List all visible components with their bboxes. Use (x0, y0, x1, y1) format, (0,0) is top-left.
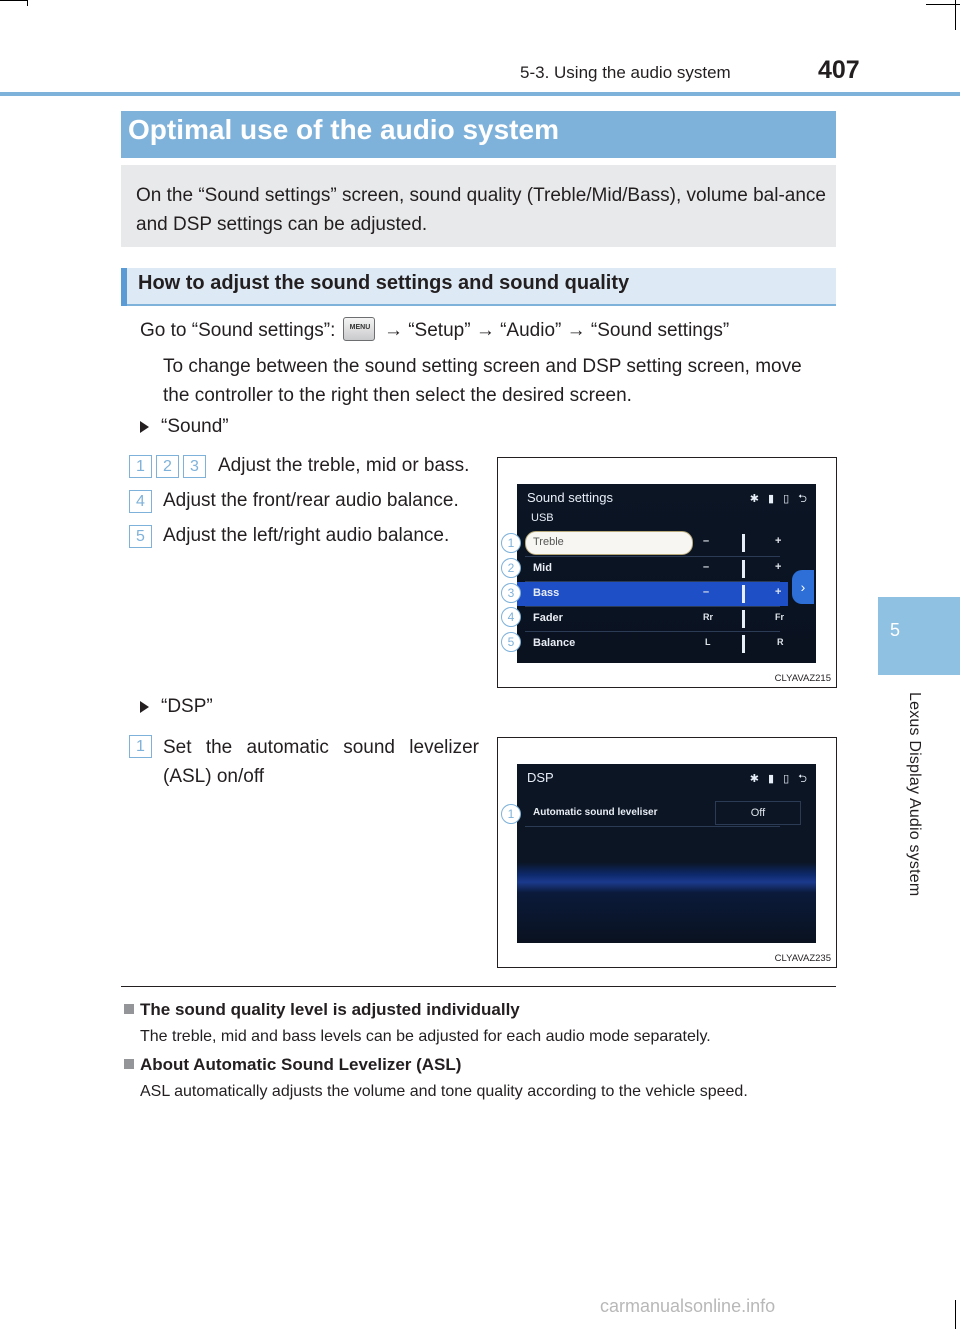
plus-control[interactable]: + (775, 586, 782, 598)
bass-row[interactable] (517, 582, 788, 606)
chapter-number: 5 (890, 620, 901, 640)
plus-control[interactable]: + (775, 535, 782, 547)
fader-row[interactable] (525, 607, 784, 631)
screen-title: Sound settings (527, 490, 614, 505)
status-icons: ✱ ▮ ▯ ⮌ (749, 493, 810, 505)
asl-value-button[interactable]: Off (715, 801, 801, 825)
row-separator (525, 826, 780, 827)
sound-settings-screen (517, 484, 816, 663)
arrow-bullet-icon (140, 701, 149, 713)
note-title-text: The sound quality level is adjusted individually (140, 1000, 520, 1019)
screen-title: DSP (527, 770, 554, 785)
level-indicator (742, 635, 745, 653)
level-indicator (742, 610, 745, 628)
callout-number: 5 (501, 632, 521, 652)
left-label: L (705, 637, 711, 647)
dsp-screen (517, 764, 816, 943)
minus-control[interactable]: – (703, 535, 710, 547)
callout-number: 1 (501, 533, 521, 553)
item-number: 3 (183, 455, 206, 478)
right-label: R (777, 637, 784, 647)
item-text: Adjust the front/rear audio balance. (163, 490, 459, 511)
crop-mark (955, 0, 956, 30)
callout-number: 2 (501, 558, 521, 578)
note-title (124, 1055, 461, 1075)
figure-caption: CLYAVAZ235 (774, 953, 831, 964)
header-section-title: 5-3. Using the audio system (520, 63, 731, 82)
item-number: 4 (129, 490, 152, 513)
row-label: Balance (533, 637, 576, 649)
intro-text: On the “Sound settings” screen, sound quality (Treble/Mid/Bass), volume bal-ance and DSP settings can be adjusted. (136, 185, 826, 235)
arrow-bullet-icon (140, 421, 149, 433)
row-label: Automatic sound leveliser (533, 807, 658, 818)
item-text: Set the automatic sound levelizer (ASL) on/off (163, 737, 479, 787)
page-number: 407 (818, 56, 860, 84)
menu-icon-label: MENU (349, 324, 371, 331)
item-text: Adjust the left/right audio balance. (163, 525, 450, 546)
row-label: Fader (533, 612, 563, 624)
crop-mark (955, 1300, 956, 1329)
sound-heading-text: “Sound” (161, 416, 229, 437)
mid-row[interactable] (525, 557, 780, 581)
rear-label: Rr (703, 612, 714, 622)
goto-prefix: Go to “Sound settings”: (140, 320, 336, 342)
asl-row[interactable] (525, 802, 780, 826)
callout-number: 1 (501, 804, 521, 824)
item-number: 2 (156, 455, 179, 478)
callout-number: 4 (501, 607, 521, 627)
minus-control[interactable]: – (703, 586, 710, 598)
item-text: Adjust the treble, mid or bass. (218, 455, 470, 476)
status-icons: ✱ ▮ ▯ ⮌ (749, 773, 810, 785)
level-indicator (742, 585, 745, 603)
dsp-screenshot (497, 737, 837, 968)
figure-caption: CLYAVAZ215 (774, 673, 831, 684)
item-number: 5 (129, 525, 152, 548)
plus-control[interactable]: + (775, 561, 782, 573)
note-title (124, 1000, 520, 1020)
crop-mark (0, 0, 28, 1)
level-indicator (742, 560, 745, 578)
callout-number: 3 (501, 583, 521, 603)
source-label: USB (531, 512, 554, 524)
chapter-title: Lexus Display Audio system (906, 692, 923, 897)
note-body: ASL automatically adjusts the volume and tone quality according to the vehicle speed. (140, 1083, 748, 1100)
sound-settings-screenshot (497, 457, 837, 688)
row-label: Treble (533, 536, 564, 548)
change-screen-note: To change between the sound setting screen and DSP setting screen, move the controller to the right then select the desired screen. (163, 356, 802, 406)
front-label: Fr (775, 612, 784, 622)
item-number: 1 (129, 735, 152, 758)
dsp-heading (140, 696, 213, 718)
dsp-heading-text: “DSP” (161, 696, 213, 717)
row-label: Mid (533, 562, 552, 574)
menu-button-icon (343, 317, 375, 341)
square-bullet-icon (124, 1059, 134, 1069)
item-number: 1 (129, 455, 152, 478)
subheading-accent (121, 268, 127, 306)
watermark: carmanualsonline.info (600, 1296, 776, 1316)
crop-mark (27, 0, 28, 6)
page-title: Optimal use of the audio system (128, 114, 559, 145)
sound-heading (140, 416, 229, 438)
treble-row[interactable] (525, 531, 780, 555)
notes-rule (121, 986, 836, 987)
goto-instruction (140, 317, 729, 345)
header-rule (0, 92, 960, 96)
square-bullet-icon (124, 1004, 134, 1014)
goto-suffix: → “Setup” → “Audio” → “Sound settings” (383, 320, 730, 342)
note-body: The treble, mid and bass levels can be adjusted for each audio mode separately. (140, 1028, 711, 1045)
screen-switch-tab[interactable]: › (792, 570, 814, 604)
level-indicator (742, 534, 745, 552)
row-label: Bass (533, 587, 560, 599)
balance-row[interactable] (525, 632, 784, 656)
minus-control[interactable]: – (703, 561, 710, 573)
subheading: How to adjust the sound settings and sound quality (138, 272, 630, 294)
note-title-text: About Automatic Sound Levelizer (ASL) (140, 1055, 462, 1074)
